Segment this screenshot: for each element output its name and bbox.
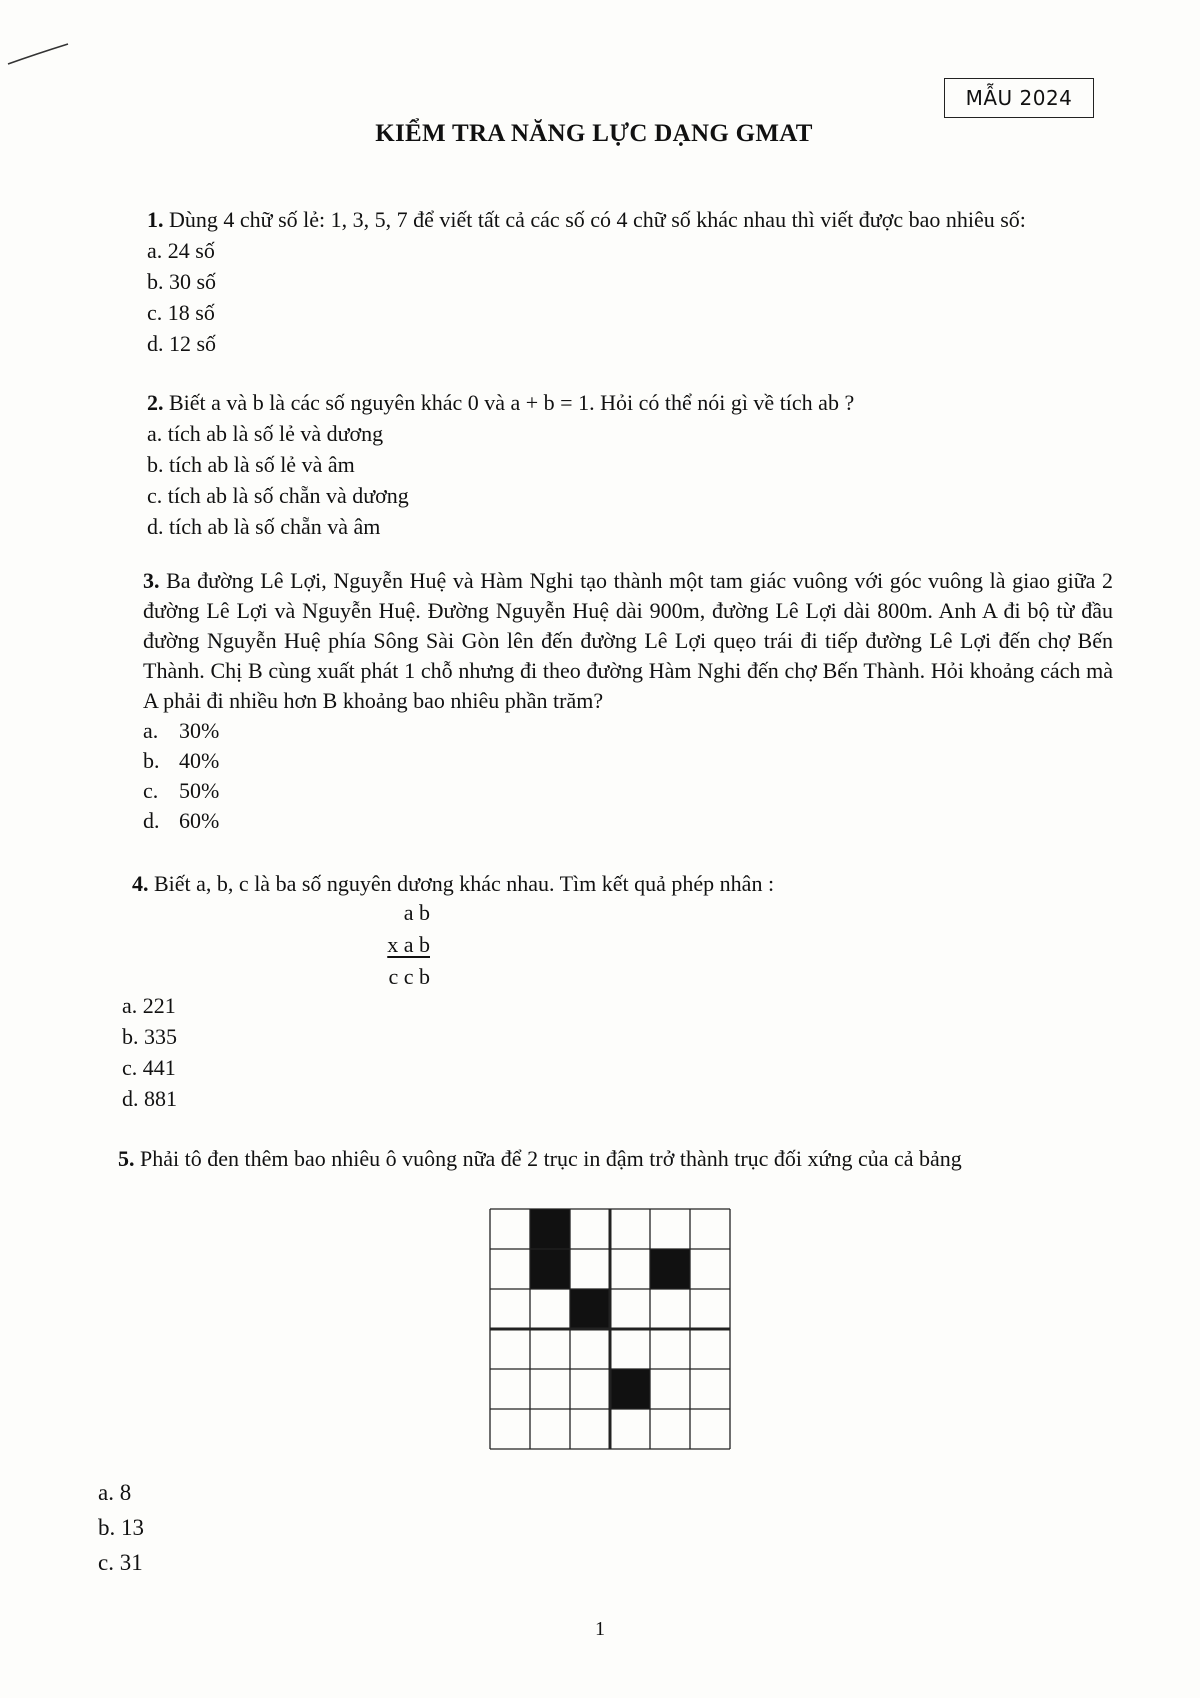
filled-cell <box>650 1249 690 1289</box>
question-number: 4. <box>132 871 149 896</box>
option-b: b. 30 số <box>147 269 217 294</box>
option-d: d. tích ab là số chẵn và âm <box>147 514 381 539</box>
question-number: 1. <box>147 207 164 232</box>
question-4-options <box>122 990 177 1114</box>
multiplication-problem <box>360 897 430 993</box>
page-number: 1 <box>595 1618 605 1640</box>
year-badge: MẪU 2024 <box>944 78 1094 118</box>
filled-cell <box>530 1209 570 1249</box>
option-value: 30% <box>179 718 220 743</box>
option-label: d. <box>143 808 160 833</box>
option-label: c. <box>143 778 159 803</box>
question-4 <box>132 868 1112 899</box>
option-c: c. tích ab là số chẵn và dương <box>147 483 409 508</box>
question-1-options <box>147 235 1127 359</box>
filled-cell <box>610 1369 650 1409</box>
option-d <box>143 806 1113 836</box>
question-number: 3. <box>143 568 160 593</box>
option-a <box>143 716 1113 746</box>
question-number: 5. <box>118 1146 135 1171</box>
question-2-stem <box>147 387 1127 418</box>
multiplier: x a b <box>387 932 430 957</box>
option-value: 40% <box>179 748 220 773</box>
option-value: 50% <box>179 778 220 803</box>
multiplicand: a b <box>403 900 430 925</box>
question-text: Phải tô đen thêm bao nhiêu ô vuông nữa để 2 trục in đậm trở thành trục đối xứng của cả bảng <box>134 1146 962 1171</box>
option-b: b. tích ab là số lẻ và âm <box>147 452 355 477</box>
exam-title: KIỂM TRA NĂNG LỰC DẠNG GMAT <box>375 120 813 147</box>
option-c <box>143 776 1113 806</box>
option-b: b. 335 <box>122 1024 177 1049</box>
option-c: c. 31 <box>98 1550 143 1575</box>
option-a: a. tích ab là số lẻ và dương <box>147 421 384 446</box>
question-3 <box>143 566 1113 836</box>
question-1 <box>147 204 1127 359</box>
option-a: a. 8 <box>98 1480 132 1505</box>
option-label: a. <box>143 718 159 743</box>
product: c c b <box>388 964 430 989</box>
symmetry-grid <box>487 1206 733 1457</box>
option-d: d. 12 số <box>147 331 217 356</box>
question-4-stem <box>132 868 1112 899</box>
option-value: 60% <box>179 808 220 833</box>
question-2 <box>147 387 1127 542</box>
question-5-stem <box>118 1143 1118 1174</box>
option-b: b. 13 <box>98 1515 144 1540</box>
question-5-options <box>98 1475 144 1580</box>
pen-stroke-mark <box>6 40 76 70</box>
option-b <box>143 746 1113 776</box>
question-text: Biết a và b là các số nguyên khác 0 và a + b = 1. Hỏi có thể nói gì về tích ab ? <box>163 390 855 415</box>
question-text: Dùng 4 chữ số lẻ: 1, 3, 5, 7 để viết tất cả các số có 4 chữ số khác nhau thì viết được bao nhiêu số: <box>163 207 1026 232</box>
option-c: c. 18 số <box>147 300 215 325</box>
option-a: a. 221 <box>122 993 176 1018</box>
option-c: c. 441 <box>122 1055 176 1080</box>
question-number: 2. <box>147 390 164 415</box>
question-text: Biết a, b, c là ba số nguyên dương khác nhau. Tìm kết quả phép nhân : <box>148 871 775 896</box>
question-5 <box>118 1143 1118 1174</box>
question-1-stem <box>147 204 1127 235</box>
option-a: a. 24 số <box>147 238 215 263</box>
grid-figure <box>487 1206 733 1452</box>
question-3-stem <box>143 566 1113 716</box>
question-text: Ba đường Lê Lợi, Nguyễn Huệ và Hàm Nghi tạo thành một tam giác vuông với góc vuông là giao giữa 2 đường Lê Lợi và Nguyễn Huệ. Đường Nguyễn Huệ dài 900m, đường Lê Lợi dài 800m. Anh A đi bộ từ đầu đường Nguyễn Huệ phía Sông Sài Gòn lên đến đường Lê Lợi quẹo trái đi tiếp đường Lê Lợi đến chợ Bến Thành. Chị B cùng xuất phát 1 chỗ nhưng đi theo đường Hàm Nghi đến chợ Bến Thành. Hỏi khoảng cách mà A phải đi nhiều hơn B khoảng bao nhiêu phần trăm? <box>143 568 1113 713</box>
option-d: d. 881 <box>122 1086 177 1111</box>
filled-cell <box>570 1289 610 1329</box>
filled-cell <box>530 1249 570 1289</box>
option-label: b. <box>143 748 160 773</box>
